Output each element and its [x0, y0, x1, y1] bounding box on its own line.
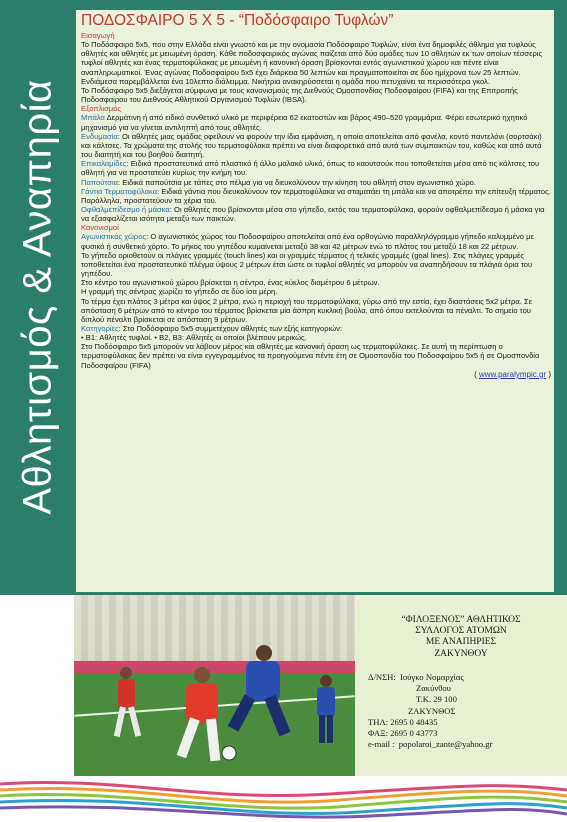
rules-paragraph-2: Το γήπεδο οριοθετούν οι πλάγιες γραμμές (touch lines) και οι γραμμές τέρματος ή τελικές γραμμές (goal lines). Στις πλάγιες γραμμές τοποθετείται ένα προστατευτικό πλέγμα ύψους 2 μέτρων έτσι ώστε οι τυφλοί αθλητές να μπορούν να αναπηδήσουν τα πλάγιά όρια του γηπέδου.: [81, 250, 533, 279]
term-mask: Οφθαλμεπίδεσμο ή μάσκα: [81, 204, 170, 214]
rules-paragraph-1: [81, 232, 551, 250]
rules-paragraph-8: Στο Ποδόσφαιρο 5x5 μπορούν να λάβουν μέρος και αθλητές με κανονική όραση ως τερματοφύλακες. Σε αυτή τη περίπτωση ο τερματοφύλακας δεν πρέπει να είναι εγγεγραμμένος τα προηγούμενα πέντε έτη σε Ομοσπονδία του Ποδοσφαίρου 5x5 ή σε Ομοσπονδία Ποδοσφαίρου (FIFA): [81, 342, 540, 370]
address-label: Δ/ΝΣΗ:: [368, 672, 396, 682]
term-shinguards: Επικαλαμίδες: [81, 159, 127, 169]
source-open: (: [474, 369, 479, 379]
equipment-mask: [81, 205, 551, 223]
term-uniform: Ενδυμασία: [81, 131, 118, 141]
address-street: Ιούγκο Νομαρχίας: [400, 672, 464, 682]
club-line-2: ΣΥΛΛΟΓΟΣ ΑΤΟΜΩΝ: [415, 626, 507, 637]
equipment-gloves-text: : Ειδικά γάντια που διευκολύνουν τον τερματοφύλακα να σταματάει τη μπάλα και να αποτρέπει την επίτευξη τέρματος. Παράλληλα, προστατεύουν τα χέρια του.: [81, 186, 551, 205]
club-line-4: ΖΑΚΥΝΘΟΥ: [434, 648, 488, 659]
rules-p1-text: : Ο αγωνιστικός χώρος του Ποδοσφαίρου αποτελείται από ένα ορθογώνιο παραλληλόγραμμο γήπεδο καλυμμένο με φυσικό ή συνθετικό χόρτο. Το μήκος του γηπέδου κυμαίνεται μεταξύ 38 και 42 μέτρων ενώ το πλάτος του μεταξύ 18 και 22 μέτρων.: [81, 232, 534, 251]
rules-paragraph-6: [81, 324, 551, 333]
side-column: [0, 0, 76, 595]
player-red-keeper: [177, 667, 221, 761]
address-fax: ΦΑΞ: 2695 0 43773: [368, 728, 438, 739]
address-town: ΖΑΚΥΝΘΟΣ: [408, 705, 456, 716]
equipment-mask-text: : Οι αθλητές που βρίσκονται μέσα στο γήπεδο, εκτός του τερματοφύλακα, φορούν οφθαλμεπίδεσμο ή μάσκα για να εξασφαλίζεται ισότητα μεταξύ των παικτών.: [81, 204, 545, 224]
player-blue: [228, 645, 291, 736]
term-ball: Μπάλα: [81, 113, 105, 123]
equipment-uniform: [81, 132, 551, 159]
photo-ball: [222, 746, 236, 760]
article-content: [81, 12, 551, 379]
equipment-ball-text: Δερμάτινη ή από ειδικό συνθετικό υλικό με περιφέρεια 62 εκατοστών και βάρος 490–520 γραμμάρια. Φέρει εσωτερικό ηχητικό μηχανισμό για να γίνεται αντιληπτή από τους αθλητές.: [81, 113, 528, 132]
section-heading-intro: Εισαγωγή: [81, 31, 115, 40]
equipment-ball: [81, 113, 551, 131]
address-line-1: [368, 672, 492, 683]
source-line: [81, 370, 551, 379]
rules-paragraph-5: Το τέρμα έχει πλάτος 3 μέτρα και ύψος 2 μέτρα, ενώ η περιοχή του τερματοφύλακα, γύρω από την εστία, έχει διαστάσεις 5x2 μέτρα. Σε απόσταση 6 μέτρων από το κέντρο του τέρματος βρίσκεται μία άσπρη κυκλική βούλα, από όπου εκτελούνται τα πέναλτι. Το σημείο του διπλού πέναλτι βρίσκεται σε απόσταση 9 μέτρων.: [81, 296, 533, 324]
equipment-shoes-text: : Ειδικά παπούτσια με τάπες στο πέλμα για να διευκολύνουν την κίνηση του αθλητή στον αγωνιστικό χώρο.: [118, 177, 476, 187]
equipment-shinguards-text: : Ειδικά προστατευτικά από πλαστικό ή άλλο μαλακό υλικό, όπως το καουτσούκ που τοποθετείται μέσα από τις κάλτσες του αθλητή για να προστατεύει κυρίως την κνήμη του.: [81, 159, 540, 178]
equipment-shinguards: [81, 159, 551, 177]
rules-paragraph-7: • B1: Αθλητές τυφλοί. • B2, B3: Αθλητές οι οποίοι βλέπουν μερικώς.: [81, 333, 307, 343]
vertical-title: Αθλητισμός & Αναπηρία: [15, 79, 60, 515]
term-field: Αγωνιστικός χώρος: [81, 232, 147, 242]
source-link[interactable]: www.paralympic.gr: [478, 369, 547, 379]
term-categories: Κατηγορίες: [81, 324, 119, 333]
equipment-shoes: [81, 178, 551, 187]
email-label: e-mail :: [368, 739, 395, 750]
article-title: ΠΟΔΟΣΦΑΙΡΟ 5 Χ 5 - “Ποδόσφαιρο Τυφλών”: [81, 12, 394, 29]
player-blue-right: [317, 675, 335, 743]
source-close: ): [546, 369, 551, 379]
email-link[interactable]: popolaroi_zante@yahoo.gr: [398, 739, 493, 750]
club-line-1: “ΦΙΛΟΞΕΝΟΣ” ΑΘΛΗΤΙΚΟΣ: [401, 615, 521, 625]
term-shoes: Παπούτσια: [81, 177, 119, 187]
address-email-line: [368, 739, 492, 750]
decorative-waves: [0, 776, 567, 822]
section-heading-equipment: Εξοπλισμός: [81, 104, 122, 114]
club-line-3: ΜΕ ΑΝΑΠΗΡΙΕΣ: [425, 637, 497, 648]
address-tel: ΤΗΛ: 2695 0 48435: [368, 716, 438, 727]
football-photo: [74, 595, 355, 776]
equipment-gloves: [81, 187, 551, 205]
intro-paragraph-1: Το Ποδόσφαιρο 5x5, που στην Ελλάδα είναι γνωστό και με την ονομασία Ποδόσφαιρο Τυφλών, είναι ένα δημοφιλές άθλημα για τυφλούς αθλητές και αθλητές με μειωμένη όραση. Κάθε ποδοσφαιρικός αγώνας παίζεται από δύο ομάδες των 10 αθλητών εκ των οποίων τέσσερις τυφλοί αθλητές και ένας τερματοφύλακας με μειωμένη ή κανονική όραση βρίσκονται εντός αγωνιστικού χώρου και πέντε είναι αναπληρωματικοί. Ένας αγώνας Ποδοσφαίρου 5x5 έχει διάρκεια 50 λεπτών και πραγματοποιείται σε δύο ημίχρονα των 25 λεπτών. Ενδιάμεσα παρεμβάλλεται ένα 10λεπτο διάλειμμα. Νικήτρια ανακηρύσσεται η ομάδα που πετυχαίνει τα περισσότερα γκολ.: [81, 40, 543, 86]
equipment-uniform-text: : Οι αθλητές μιας ομάδας οφείλουν να φορούν την ίδια εμφάνιση, η οποία αποτελείται από φανέλα, κοντό παντελόνι (σορτσάκι) και κάλτσες. Τα χρώματα της στολής του τερματοφύλακα πρέπει να είναι διαφορετικά από αυτά των συμπαικτών του, καθώς και από αυτά του διαιτητή και του βοηθού διαιτητή.: [81, 131, 542, 160]
rules-p6-text: : Στο Ποδόσφαιρο 5x5 συμμετέχουν αθλητές των εξής κατηγοριών:: [118, 324, 343, 333]
rules-paragraph-4: Η γραμμή της σέντρας χωρίζει το γήπεδο σε δύο ίσα μέρη.: [81, 287, 278, 297]
photo-players: [74, 595, 355, 776]
intro-paragraph-2: Το Ποδόσφαιρο 5x5 διεξάγεται σύμφωνα με τους κανονισμούς της Διεθνούς Ομοσπονδίας Ποδοσφαίρου (FIFA) και της Επιτροπής Ποδοσφαίρου του Διεθνούς Αθλητικού Οργανισμού Τυφλών (IBSA).: [81, 85, 518, 105]
rules-paragraph-3: Στο κέντρο του αγωνιστικού χώρου βρίσκεται η σέντρα, ένας κύκλος διαμέτρου 6 μέτρων.: [81, 278, 380, 288]
section-heading-rules: Κανονισμοί: [81, 223, 119, 233]
club-name: [355, 615, 567, 660]
address-postcode: Τ.Κ. 29 100: [416, 694, 457, 705]
address-city: Ζακύνθου: [416, 683, 451, 694]
club-address: [368, 672, 492, 750]
player-red-left: [114, 667, 141, 737]
term-gloves: Γάντια Τερματοφύλακα: [81, 186, 158, 196]
